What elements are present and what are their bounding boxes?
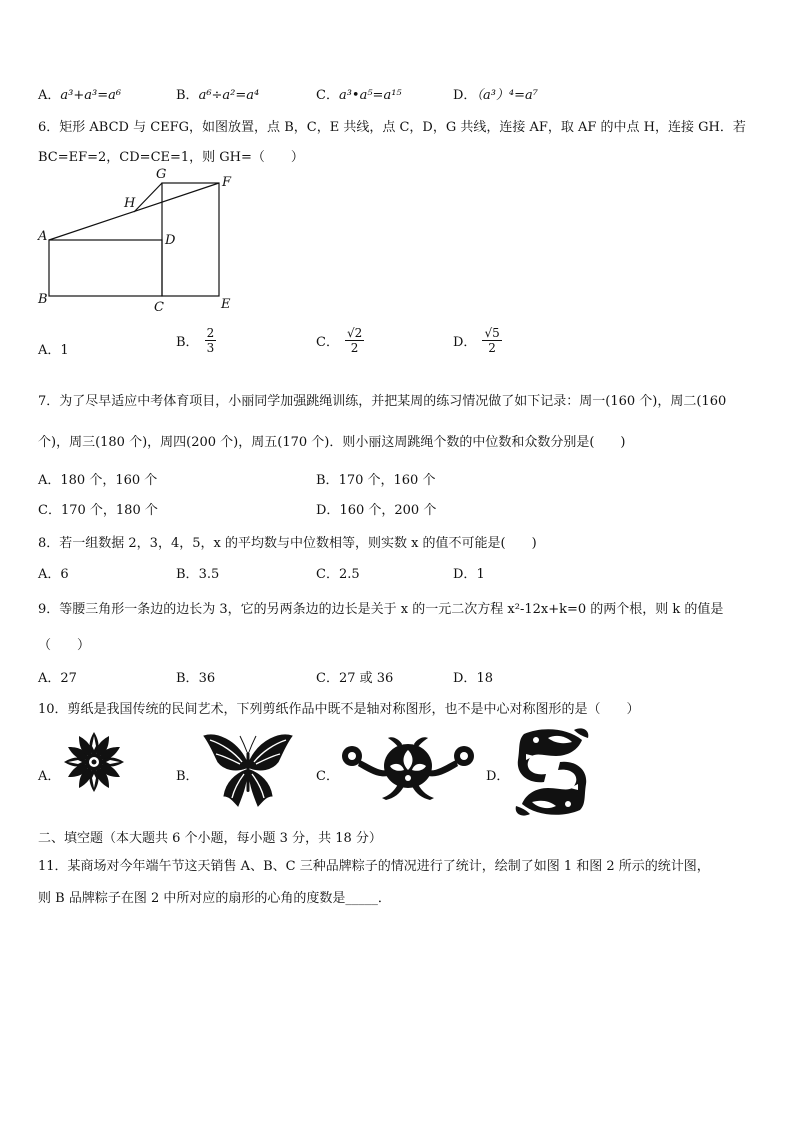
q8-option-a: A．6 bbox=[38, 567, 69, 582]
q8-option-d: D．1 bbox=[453, 567, 485, 582]
q8-stem: 8．若一组数据 2，3，4，5，x 的平均数与中位数相等，则实数 x 的值不可能是( ) bbox=[38, 536, 537, 551]
q11-stem-line1: 11．某商场对今年端午节这天销售 A、B、C 三种品牌粽子的情况进行了统计，绘制了如图 1 和图 2 所示的统计图， bbox=[38, 859, 710, 874]
label-e: E bbox=[221, 297, 231, 312]
q9-option-b: B．36 bbox=[176, 671, 216, 686]
q5-option-d: D．（a³）⁴=a⁷ bbox=[453, 88, 538, 103]
q6-stem-line1: 6．矩形 ABCD 与 CEFG，如图放置，点 B，C，E 共线，点 C，D，G 共线，连接 AF，取 AF 的中点 H，连接 GH．若 bbox=[38, 120, 746, 135]
q8-option-c: C．2.5 bbox=[316, 567, 360, 582]
q10-option-c-label: C． bbox=[316, 769, 339, 784]
q9-stem-line2: （ ） bbox=[38, 638, 91, 653]
q9-option-c: C．27 或 36 bbox=[316, 671, 394, 686]
flower-papercut-icon bbox=[62, 730, 126, 794]
section-2-title: 二、填空题（本大题共 6 个小题，每小题 3 分，共 18 分） bbox=[38, 831, 382, 846]
q7-stem-line1: 7．为了尽早适应中考体育项目，小丽同学加强跳绳训练，并把某周的练习情况做了如下记录：周一(160 个)，周二(160 bbox=[38, 394, 727, 409]
label-h: H bbox=[124, 196, 136, 211]
fish-papercut-icon bbox=[512, 726, 592, 818]
q5-option-c: C．a³•a⁵=a¹⁵ bbox=[316, 88, 402, 103]
q11-stem-line2: 则 B 品牌粽子在图 2 中所对应的扇形的心角的度数是_____． bbox=[38, 891, 391, 906]
q10-option-b-label: B． bbox=[176, 769, 199, 784]
q7-option-d: D．160 个，200 个 bbox=[316, 503, 437, 518]
q6-geometry-figure bbox=[34, 164, 240, 314]
q6-option-c: C． $\frac{√2}{2}$ bbox=[316, 326, 363, 355]
label-a: A bbox=[38, 229, 48, 244]
q5-option-a: A．a³+a³=a⁶ bbox=[38, 88, 122, 103]
q7-stem-line2: 个)，周三(180 个)，周四(200 个)，周五(170 个)．则小丽这周跳绳个数的中位数和众数分别是( ) bbox=[38, 435, 626, 450]
q10-stem: 10．剪纸是我国传统的民间艺术，下列剪纸作品中既不是轴对称图形，也不是中心对称图形的是（ ） bbox=[38, 702, 640, 717]
floral-branch-papercut-icon bbox=[338, 736, 478, 800]
label-d: D bbox=[165, 233, 176, 248]
q7-option-c: C．170 个，180 个 bbox=[38, 503, 158, 518]
rectangle-abcd bbox=[49, 240, 162, 296]
q8-option-b: B．3.5 bbox=[176, 567, 220, 582]
segment-gh bbox=[134, 183, 162, 212]
q7-option-a: A．180 个，160 个 bbox=[38, 473, 158, 488]
label-b: B bbox=[38, 292, 48, 307]
q9-option-a: A．27 bbox=[38, 671, 77, 686]
q10-option-a-label: A． bbox=[38, 769, 61, 784]
q5-option-b: B．a⁶÷a²=a⁴ bbox=[176, 88, 260, 103]
q9-option-d: D．18 bbox=[453, 671, 493, 686]
q9-stem-line1: 9．等腰三角形一条边的边长为 3，它的另两条边的边长是关于 x 的一元二次方程 x²-12x+k=0 的两个根，则 k 的值是 bbox=[38, 602, 724, 617]
q6-option-b: B． $\frac{2}{3}$ bbox=[176, 326, 215, 355]
q6-stem-line2: BC=EF=2，CD=CE=1，则 GH=（ ） bbox=[38, 150, 304, 165]
butterfly-papercut-icon bbox=[200, 730, 296, 810]
label-g: G bbox=[156, 167, 167, 182]
q6-option-d: D． $\frac{√5}{2}$ bbox=[453, 326, 500, 355]
q7-option-b: B．170 个，160 个 bbox=[316, 473, 436, 488]
q10-option-d-label: D． bbox=[486, 769, 510, 784]
label-f: F bbox=[222, 175, 232, 190]
q6-option-a: A．1 bbox=[38, 343, 69, 358]
label-c: C bbox=[154, 300, 164, 314]
